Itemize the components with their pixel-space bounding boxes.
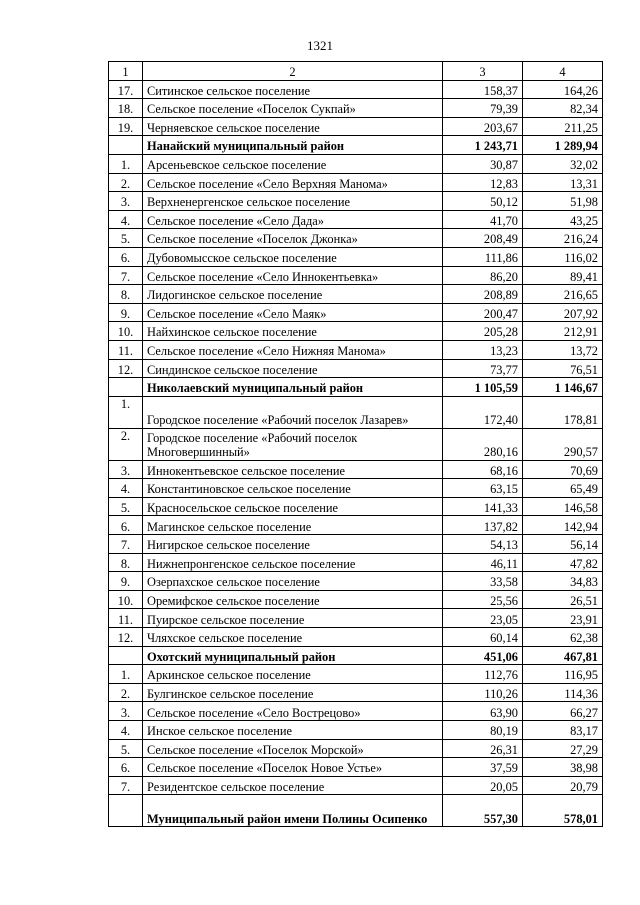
settlement-name: Иннокентьевское сельское поселение [143, 460, 443, 479]
row-number: 3. [109, 460, 143, 479]
settlement-name: Оремифское сельское поселение [143, 590, 443, 609]
table-row [109, 229, 603, 248]
row-number: 6. [109, 516, 143, 535]
value-col-3: 557,30 [443, 795, 523, 827]
row-number: 9. [109, 572, 143, 591]
settlement-name: Резидентское сельское поселение [143, 776, 443, 795]
row-number: 9. [109, 303, 143, 322]
value-col-4: 207,92 [523, 303, 603, 322]
value-col-3: 20,05 [443, 776, 523, 795]
settlement-name: Сельское поселение «Село Дада» [143, 210, 443, 229]
settlement-name: Магинское сельское поселение [143, 516, 443, 535]
row-number: 4. [109, 479, 143, 498]
row-number: 6. [109, 247, 143, 266]
table-row [109, 572, 603, 591]
row-number: 5. [109, 497, 143, 516]
district-total-row [109, 378, 603, 397]
settlement-name: Константиновское сельское поселение [143, 479, 443, 498]
row-number: 1. [109, 154, 143, 173]
settlement-name: Чляхское сельское поселение [143, 628, 443, 647]
row-number: 12. [109, 359, 143, 378]
settlement-name: Сельское поселение «Поселок Новое Устье» [143, 758, 443, 777]
value-col-3: 451,06 [443, 646, 523, 665]
settlement-name: Нанайский муниципальный район [143, 136, 443, 155]
value-col-3: 30,87 [443, 154, 523, 173]
value-col-4: 467,81 [523, 646, 603, 665]
value-col-3: 208,49 [443, 229, 523, 248]
page-number: 1321 [307, 38, 333, 53]
value-col-3: 25,56 [443, 590, 523, 609]
value-col-3: 141,33 [443, 497, 523, 516]
value-col-4: 114,36 [523, 683, 603, 702]
value-col-4: 216,65 [523, 285, 603, 304]
table-row [109, 479, 603, 498]
value-col-3: 63,90 [443, 702, 523, 721]
value-col-4: 116,95 [523, 665, 603, 684]
value-col-3: 63,15 [443, 479, 523, 498]
table-body [109, 80, 603, 827]
table-row [109, 553, 603, 572]
table-row [109, 721, 603, 740]
settlement-name: Сельское поселение «Поселок Сукпай» [143, 99, 443, 118]
row-number: 2. [109, 428, 143, 460]
table-row [109, 702, 603, 721]
value-col-4: 51,98 [523, 192, 603, 211]
row-number: 5. [109, 229, 143, 248]
value-col-4: 164,26 [523, 80, 603, 99]
settlement-name: Нижнепронгенское сельское поселение [143, 553, 443, 572]
settlement-name: Сельское поселение «Поселок Морской» [143, 739, 443, 758]
settlement-name: Найхинское сельское поселение [143, 322, 443, 341]
header-col-4: 4 [523, 62, 603, 81]
row-number: 3. [109, 702, 143, 721]
value-col-4: 62,38 [523, 628, 603, 647]
value-col-4: 56,14 [523, 535, 603, 554]
value-col-3: 110,26 [443, 683, 523, 702]
value-col-4: 216,24 [523, 229, 603, 248]
settlement-name: Лидогинское сельское поселение [143, 285, 443, 304]
value-col-3: 12,83 [443, 173, 523, 192]
value-col-4: 1 289,94 [523, 136, 603, 155]
value-col-3: 86,20 [443, 266, 523, 285]
value-col-3: 50,12 [443, 192, 523, 211]
row-number: 4. [109, 721, 143, 740]
value-col-3: 79,39 [443, 99, 523, 118]
row-number: 7. [109, 776, 143, 795]
row-number: 1. [109, 665, 143, 684]
value-col-3: 68,16 [443, 460, 523, 479]
value-col-4: 290,57 [523, 428, 603, 460]
value-col-3: 1 105,59 [443, 378, 523, 397]
value-col-4: 82,34 [523, 99, 603, 118]
value-col-4: 178,81 [523, 396, 603, 428]
settlement-name: Городское поселение «Рабочий поселок Лазарев» [143, 396, 443, 428]
table-header-row [109, 62, 603, 81]
value-col-3: 112,76 [443, 665, 523, 684]
row-number [109, 646, 143, 665]
value-col-4: 89,41 [523, 266, 603, 285]
table-row [109, 247, 603, 266]
row-number: 11. [109, 340, 143, 359]
settlement-name: Озерпахское сельское поселение [143, 572, 443, 591]
header-col-1: 1 [109, 62, 143, 81]
settlement-name: Сельское поселение «Село Вострецово» [143, 702, 443, 721]
header-col-3: 3 [443, 62, 523, 81]
value-col-3: 13,23 [443, 340, 523, 359]
value-col-4: 1 146,67 [523, 378, 603, 397]
table-row [109, 80, 603, 99]
row-number [109, 378, 143, 397]
value-col-3: 200,47 [443, 303, 523, 322]
value-col-3: 26,31 [443, 739, 523, 758]
value-col-3: 205,28 [443, 322, 523, 341]
settlement-name: Охотский муниципальный район [143, 646, 443, 665]
value-col-4: 38,98 [523, 758, 603, 777]
table-row [109, 758, 603, 777]
settlement-name: Булгинское сельское поселение [143, 683, 443, 702]
settlement-name: Дубовомысское сельское поселение [143, 247, 443, 266]
table-row [109, 609, 603, 628]
row-number: 2. [109, 683, 143, 702]
value-col-4: 43,25 [523, 210, 603, 229]
row-number: 17. [109, 80, 143, 99]
value-col-3: 23,05 [443, 609, 523, 628]
table-row [109, 285, 603, 304]
row-number [109, 136, 143, 155]
value-col-4: 116,02 [523, 247, 603, 266]
value-col-4: 13,72 [523, 340, 603, 359]
table-row [109, 192, 603, 211]
settlement-name: Сельское поселение «Село Маяк» [143, 303, 443, 322]
district-total-row [109, 646, 603, 665]
value-col-4: 34,83 [523, 572, 603, 591]
row-number: 10. [109, 590, 143, 609]
settlement-name: Арсеньевское сельское поселение [143, 154, 443, 173]
table-row [109, 460, 603, 479]
header-col-2: 2 [143, 62, 443, 81]
settlement-name: Верхненергенское сельское поселение [143, 192, 443, 211]
table-row [109, 428, 603, 460]
row-number: 8. [109, 553, 143, 572]
row-number: 1. [109, 396, 143, 428]
row-number: 10. [109, 322, 143, 341]
settlement-name: Синдинское сельское поселение [143, 359, 443, 378]
value-col-4: 70,69 [523, 460, 603, 479]
table-row [109, 173, 603, 192]
row-number: 7. [109, 266, 143, 285]
table-row [109, 665, 603, 684]
value-col-3: 203,67 [443, 117, 523, 136]
table-row [109, 117, 603, 136]
settlement-name: Черняевское сельское поселение [143, 117, 443, 136]
value-col-4: 27,29 [523, 739, 603, 758]
table-row [109, 266, 603, 285]
row-number: 19. [109, 117, 143, 136]
value-col-3: 280,16 [443, 428, 523, 460]
row-number: 6. [109, 758, 143, 777]
row-number: 3. [109, 192, 143, 211]
value-col-4: 32,02 [523, 154, 603, 173]
row-number: 11. [109, 609, 143, 628]
district-total-row [109, 136, 603, 155]
settlement-name: Сельское поселение «Село Нижняя Манома» [143, 340, 443, 359]
settlement-name: Городское поселение «Рабочий поселок Многовершинный» [143, 428, 443, 460]
value-col-4: 146,58 [523, 497, 603, 516]
value-col-4: 26,51 [523, 590, 603, 609]
value-col-3: 111,86 [443, 247, 523, 266]
table-row [109, 396, 603, 428]
value-col-3: 46,11 [443, 553, 523, 572]
settlement-name: Нигирское сельское поселение [143, 535, 443, 554]
value-col-3: 54,13 [443, 535, 523, 554]
value-col-3: 158,37 [443, 80, 523, 99]
settlement-name: Муниципальный район имени Полины Осипенко [143, 795, 443, 827]
value-col-4: 83,17 [523, 721, 603, 740]
value-col-4: 23,91 [523, 609, 603, 628]
value-col-3: 41,70 [443, 210, 523, 229]
value-col-3: 1 243,71 [443, 136, 523, 155]
table-row [109, 303, 603, 322]
value-col-3: 80,19 [443, 721, 523, 740]
value-col-4: 13,31 [523, 173, 603, 192]
table-row [109, 340, 603, 359]
table-row [109, 99, 603, 118]
value-col-4: 66,27 [523, 702, 603, 721]
value-col-3: 33,58 [443, 572, 523, 591]
table-row [109, 776, 603, 795]
value-col-4: 142,94 [523, 516, 603, 535]
row-number [109, 795, 143, 827]
value-col-4: 212,91 [523, 322, 603, 341]
table-row [109, 516, 603, 535]
row-number: 4. [109, 210, 143, 229]
value-col-4: 47,82 [523, 553, 603, 572]
table-row [109, 628, 603, 647]
table-row [109, 497, 603, 516]
table-row [109, 739, 603, 758]
row-number: 7. [109, 535, 143, 554]
table-row [109, 154, 603, 173]
value-col-4: 578,01 [523, 795, 603, 827]
table-row [109, 683, 603, 702]
settlement-name: Ситинское сельское поселение [143, 80, 443, 99]
settlement-name: Сельское поселение «Поселок Джонка» [143, 229, 443, 248]
settlement-name: Сельское поселение «Село Иннокентьевка» [143, 266, 443, 285]
settlement-name: Красносельское сельское поселение [143, 497, 443, 516]
value-col-4: 20,79 [523, 776, 603, 795]
value-col-4: 65,49 [523, 479, 603, 498]
value-col-4: 76,51 [523, 359, 603, 378]
row-number: 8. [109, 285, 143, 304]
value-col-3: 208,89 [443, 285, 523, 304]
row-number: 12. [109, 628, 143, 647]
value-col-4: 211,25 [523, 117, 603, 136]
value-col-3: 60,14 [443, 628, 523, 647]
settlement-name: Сельское поселение «Село Верхняя Манома» [143, 173, 443, 192]
district-total-row [109, 795, 603, 827]
value-col-3: 37,59 [443, 758, 523, 777]
settlement-name: Аркинское сельское поселение [143, 665, 443, 684]
value-col-3: 73,77 [443, 359, 523, 378]
table-row [109, 210, 603, 229]
budget-table [108, 61, 603, 827]
table-row [109, 590, 603, 609]
row-number: 5. [109, 739, 143, 758]
table-row [109, 322, 603, 341]
settlement-name: Пуирское сельское поселение [143, 609, 443, 628]
table-row [109, 535, 603, 554]
settlement-name: Инское сельское поселение [143, 721, 443, 740]
settlement-name: Николаевский муниципальный район [143, 378, 443, 397]
value-col-3: 172,40 [443, 396, 523, 428]
row-number: 18. [109, 99, 143, 118]
row-number: 2. [109, 173, 143, 192]
value-col-3: 137,82 [443, 516, 523, 535]
table-row [109, 359, 603, 378]
